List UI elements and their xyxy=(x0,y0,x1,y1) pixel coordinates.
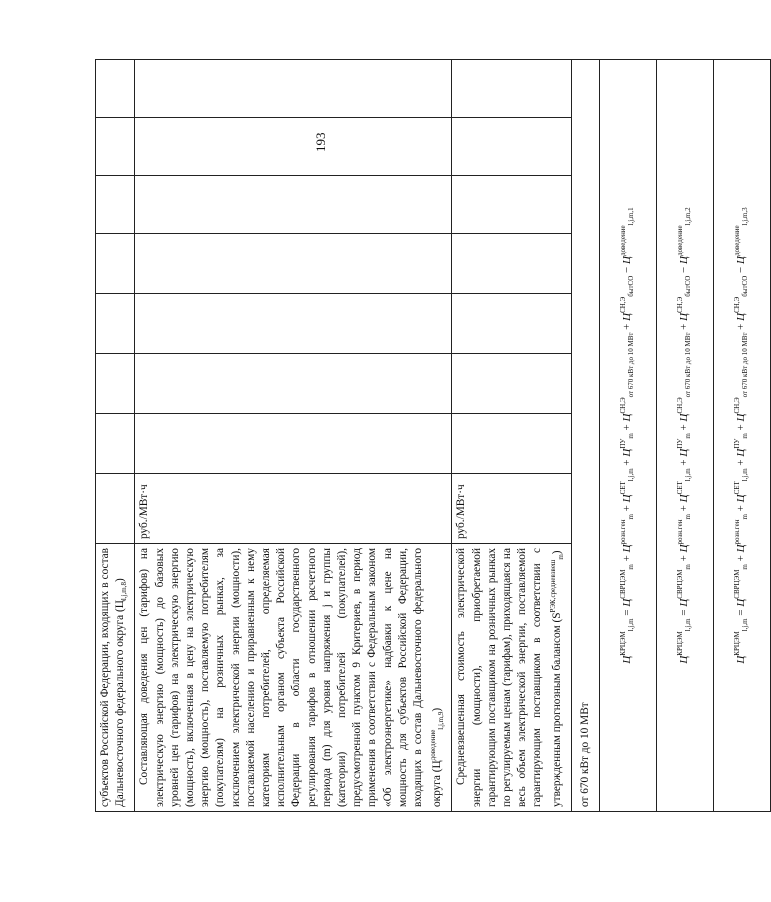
row9-unit: руб./МВт·ч xyxy=(452,474,571,544)
tariff-table xyxy=(95,59,771,812)
table-row-weighted-cost xyxy=(452,60,571,812)
row8-sub: l,j,m,9 xyxy=(437,711,446,730)
cell-empty xyxy=(452,414,571,474)
row-continuation-text: субъектов Российской Федерации, входящих в состав Дальневосточного федерального округа (Ц xyxy=(99,548,127,807)
rotated-table-container xyxy=(95,60,750,812)
cell-empty xyxy=(135,354,452,414)
cell-empty xyxy=(452,234,571,294)
cell-empty xyxy=(96,60,135,118)
row9-end: ) xyxy=(550,550,563,555)
formula-1-expression: $Ц^{КРЦЭМ}_{l,j,m} = Ц^{СВРЦЭМ}_m + Ц^{розн.ген}_m + Ц^{СЕТ}_{l,j,m} + Ц^{ПУ}_m + Ц^{СН,Э}_{от 670 кВт до 10 МВт} + Ц^{СН,Э}_{бытСО} - Ц^{доведение}_{l,j,m,1}$ xyxy=(619,207,636,664)
row-continuation-description: субъектов Российской Федерации, входящих в состав Дальневосточного федерального округа $(Ц_{l,j,m,8})$ xyxy=(96,544,135,812)
row9-description-text: Средневзвешенная стоимость электрической энергии (мощности), приобретаемой гарантирующим поставщиком на розничных рынках по регулируемым ценам (тарифам), приходящаяся на весь объем электрической энергии, поставляемой гарантирующим поставщиком в соответствии с утвержденным прогнозным балансом (S xyxy=(455,548,563,807)
section-header: от 670 кВт до 10 МВт xyxy=(571,60,599,812)
table-row-formula-2 xyxy=(657,60,714,812)
row9-sub: m xyxy=(556,554,565,560)
cell-empty xyxy=(96,414,135,474)
formula-3 xyxy=(714,60,771,812)
formula-1 xyxy=(600,60,657,812)
cell-empty xyxy=(135,414,452,474)
row8-sup: доведение xyxy=(429,729,438,761)
row8-description-text: Составляющая доведения цен (тарифов) на электрическую энергию (мощность) до базовых уровней цен (тарифов) на электрическую энергию (мощность), включенная в цену на электрическую энергию (мощность), поставляемую потребителям (покупателям) на розничных рынках, за исключением электрической энергии (мощности), поставляемой населению и приравненным к нему категориям потребителей, определяемая исполнительным органом субъекта Российской Федерации в области государственного регулирования тарифов в отношении расчетного периода (m) для уровня напряжения j и группы (категории) потребителей (покупателей), предусмотренной пунктом 9 Критериев, в период применения в соответствии с Федеральным законом «Об электроэнергетике» надбавки к цене на мощность для субъектов Российской Федерации, входящих в состав Дальневосточного федерального округа (Ц xyxy=(138,548,444,807)
cell-empty xyxy=(135,60,452,118)
row8-unit: руб./МВт·ч xyxy=(135,474,452,544)
cell-empty xyxy=(452,60,571,118)
cell-empty xyxy=(96,474,135,544)
row8-description xyxy=(135,544,452,812)
cell-empty xyxy=(96,294,135,354)
cell-empty xyxy=(135,118,452,176)
cell-empty xyxy=(135,294,452,354)
table-row-continuation xyxy=(96,60,135,812)
row9-description xyxy=(452,544,571,812)
cell-empty xyxy=(135,176,452,234)
formula-2 xyxy=(657,60,714,812)
cell-empty xyxy=(452,118,571,176)
formula-3-expression: $Ц^{КРЦЭМ}_{l,j,m} = Ц^{СВРЦЭМ}_m + Ц^{розн.ген}_m + Ц^{СЕТ}_{l,j,m} + Ц^{ПУ}_m + Ц^{СН,Э}_{от 670 кВт до 10 МВт} + Ц^{СН,Э}_{бытСО} - Ц^{доведение}_{l,j,m,3}$ xyxy=(733,207,750,664)
table-row-formula-1 xyxy=(600,60,657,812)
row-continuation-sub: l,j,m,8 xyxy=(120,581,129,601)
formula-2-expression: $Ц^{КРЦЭМ}_{l,j,m} = Ц^{СВРЦЭМ}_m + Ц^{розн.ген}_m + Ц^{СЕТ}_{l,j,m} + Ц^{ПУ}_m + Ц^{СН,Э}_{от 670 кВт до 10 МВт} + Ц^{СН,Э}_{бытСО} - Ц^{доведение}_{l,j,m,2}$ xyxy=(676,207,693,664)
cell-empty xyxy=(96,234,135,294)
table-row-section-header xyxy=(571,60,599,812)
page-number-text: 193 xyxy=(313,132,328,152)
cell-empty xyxy=(96,118,135,176)
cell-empty xyxy=(452,354,571,414)
row8-end: ) xyxy=(431,707,444,712)
cell-empty xyxy=(135,234,452,294)
cell-empty xyxy=(96,176,135,234)
row9-sup: РЭК,средневзвеш xyxy=(548,559,557,613)
cell-empty xyxy=(96,354,135,414)
cell-empty xyxy=(452,294,571,354)
cell-empty xyxy=(452,176,571,234)
table-row-formula-3 xyxy=(714,60,771,812)
table-row-tariff-bringing xyxy=(135,60,452,812)
